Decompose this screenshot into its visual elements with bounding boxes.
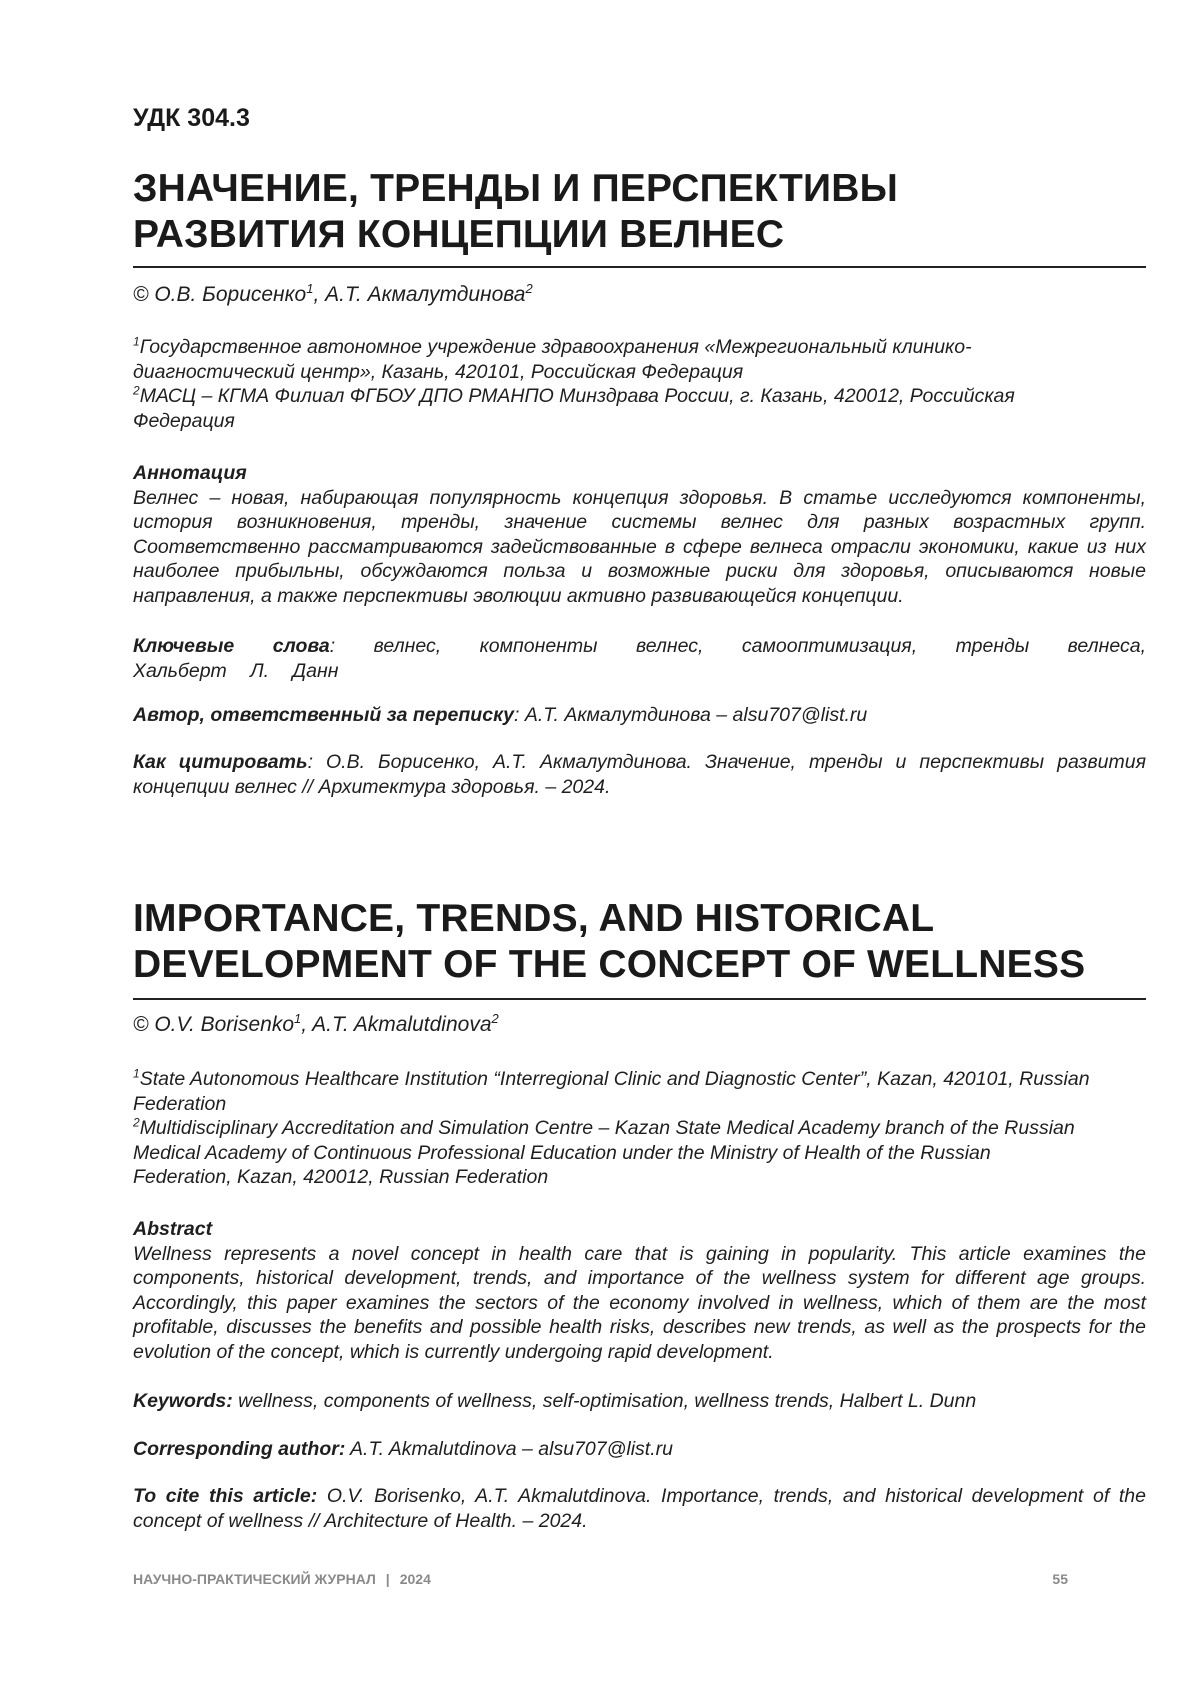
ru-citation-text: О.В. Борисенко, А.Т. Акмалутдинова. Значение, тренды и перспективы развития концепции велнес // Архитектура здоровья. – 2024.: [133, 751, 1146, 798]
footer-journal-info: [133, 1571, 431, 1587]
ru-affiliations: [133, 335, 1073, 433]
ru-affiliation-1: 1Государственное автономное учреждение здравоохранения «Межрегиональный клинико-диагностический центр», Казань, 420101, Российская Федерация: [133, 335, 1073, 384]
en-corresponding-text: A.T. Akmalutdinova – alsu707@list.ru: [350, 1438, 673, 1460]
ru-keywords: Ключевые слова: велнес, компоненты велнес, самооптимизация, тренды велнеса, Хальберт Л. Данн: [133, 634, 1146, 683]
en-authors: © O.V. Borisenko1, A.T. Akmalutdinova2: [133, 1013, 499, 1037]
en-affiliations: [133, 1067, 1093, 1190]
en-title-line-1: IMPORTANCE, TRENDS, AND HISTORICAL: [133, 896, 1085, 942]
ru-citation: Как цитировать: О.В. Борисенко, А.Т. Акмалутдинова. Значение, тренды и перспективы развития концепции велнес // Архитектура здоровья. – 2024.: [133, 750, 1146, 799]
en-title-rule: [133, 998, 1146, 1000]
ru-abstract: [133, 461, 1146, 608]
en-abstract: [133, 1217, 1146, 1364]
copyright-symbol: ©: [133, 283, 148, 306]
footer-journal: НАУЧНО-ПРАКТИЧЕСКИЙ ЖУРНАЛ: [133, 1571, 376, 1587]
page-footer: [133, 1571, 1146, 1587]
copyright-symbol-en: ©: [133, 1013, 148, 1036]
ru-title-line-1: ЗНАЧЕНИЕ, ТРЕНДЫ И ПЕРСПЕКТИВЫ: [133, 166, 898, 212]
udk-code: УДК 304.3: [133, 104, 250, 133]
ru-author-2: А.Т. Акмалутдинова: [325, 283, 525, 306]
en-title-line-2: DEVELOPMENT OF THE CONCEPT OF WELLNESS: [133, 942, 1085, 988]
en-corresponding-label: Corresponding author:: [133, 1438, 345, 1460]
ru-keywords-text: велнес, компоненты велнес, самооптимизация, тренды велнеса, Хальберт Л. Данн: [133, 635, 1146, 682]
ru-authors: © О.В. Борисенко1, А.Т. Акмалутдинова2: [133, 283, 533, 307]
ru-corresponding: Автор, ответственный за переписку: А.Т. Акмалутдинова – alsu707@list.ru: [133, 703, 1146, 728]
en-title: [133, 896, 1085, 988]
en-author-2-sup: 2: [492, 1011, 499, 1026]
ru-citation-label: Как цитировать: [133, 751, 308, 773]
ru-affiliation-2: 2МАСЦ – КГМА Филиал ФГБОУ ДПО РМАНПО Минздрава России, г. Казань, 420012, Российская Федерация: [133, 384, 1073, 433]
en-author-1: O.V. Borisenko: [154, 1013, 294, 1036]
en-citation: [133, 1484, 1146, 1533]
en-citation-text: O.V. Borisenko, A.T. Akmalutdinova. Importance, trends, and historical development of the concept of wellness // Architecture of Health. – 2024.: [133, 1485, 1146, 1532]
ru-title-line-2: РАЗВИТИЯ КОНЦЕПЦИИ ВЕЛНЕС: [133, 212, 898, 258]
ru-author-1: О.В. Борисенко: [154, 283, 306, 306]
footer-separator: |: [386, 1571, 390, 1587]
ru-corresponding-label: Автор, ответственный за переписку: [133, 704, 514, 726]
ru-author-1-sup: 1: [306, 281, 313, 296]
en-keywords-text: wellness, components of wellness, self-optimisation, wellness trends, Halbert L. Dunn: [238, 1390, 976, 1412]
en-author-1-sup: 1: [294, 1011, 301, 1026]
ru-author-2-sup: 2: [525, 281, 532, 296]
en-abstract-label: Abstract: [133, 1217, 1146, 1242]
en-corresponding: [133, 1437, 1146, 1462]
en-affiliation-2: 2Multidisciplinary Accreditation and Simulation Centre – Kazan State Medical Academy branch of the Russian Medical Academy of Continuous Professional Education under the Ministry of Health of the Russian Federation, Kazan, 420012, Russian Federation: [133, 1116, 1093, 1190]
ru-title: [133, 166, 898, 258]
en-author-2: A.T. Akmalutdinova: [312, 1013, 491, 1036]
footer-year: 2024: [400, 1571, 431, 1587]
ru-title-rule: [133, 266, 1146, 268]
footer-page-number: 55: [1052, 1571, 1068, 1587]
en-keywords: [133, 1389, 1146, 1414]
en-keywords-label: Keywords:: [133, 1390, 233, 1412]
ru-abstract-label: Аннотация: [133, 461, 1146, 486]
ru-abstract-text: Велнес – новая, набирающая популярность концепция здоровья. В статье исследуются компоненты, история возникновения, тренды, значение системы велнес для разных возрастных групп. Соответственно рассматриваются задействованные в сфере велнеса отрасли экономики, какие из них наиболее прибыльны, обсуждаются польза и возможные риски для здоровья, описываются новые направления, а также перспективы эволюции активно развивающейся концепции.: [133, 486, 1146, 609]
ru-corresponding-text: А.Т. Акмалутдинова – alsu707@list.ru: [525, 704, 867, 726]
ru-keywords-label: Ключевые слова: [133, 635, 330, 657]
en-affiliation-1: 1State Autonomous Healthcare Institution “Interregional Clinic and Diagnostic Center”, Kazan, 420101, Russian Federation: [133, 1067, 1093, 1116]
en-citation-label: To cite this article:: [133, 1485, 317, 1507]
en-abstract-text: Wellness represents a novel concept in health care that is gaining in popularity. This article examines the components, historical development, trends, and importance of the wellness system for different age groups. Accordingly, this paper examines the sectors of the economy involved in wellness, which of them are the most profitable, discusses the benefits and possible health risks, describes new trends, as well as the prospects for the evolution of the concept, which is currently undergoing rapid development.: [133, 1242, 1146, 1365]
